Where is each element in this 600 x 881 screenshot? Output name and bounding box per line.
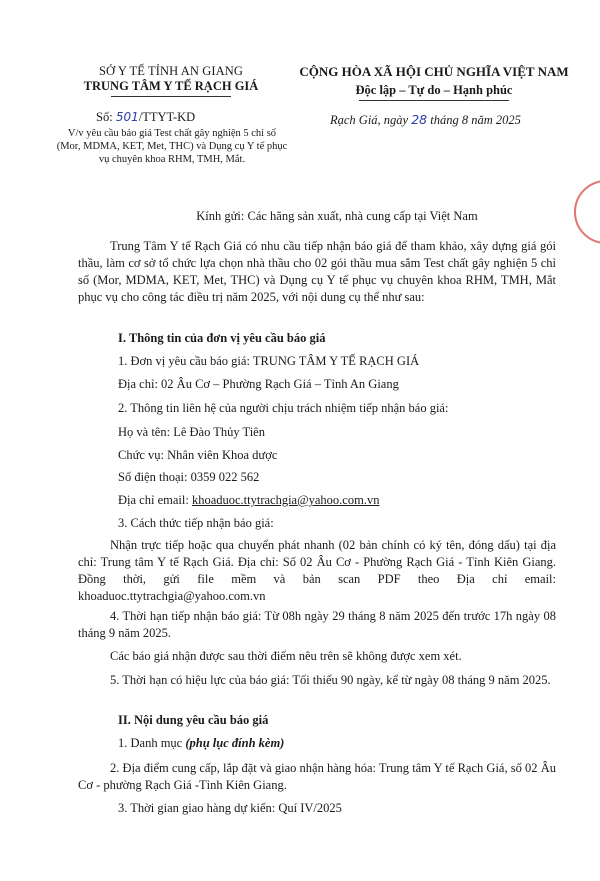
subject-line: V/v yêu cầu báo giá Test chất gây nghiện 5 chỉ số (Mor, MDMA, KET, Met, THC) và Dụng cụ Y tế phục vụ chuyên khoa RHM, TMH, Mắt. xyxy=(56,128,288,165)
national-header xyxy=(284,64,584,101)
intro-paragraph: Trung Tâm Y tế Rạch Giá có nhu cầu tiếp nhận báo giá để tham khảo, xây dựng giá gói thầu, làm cơ sở tổ chức lựa chọn nhà thầu cho 02 gói thầu mua sắm Test chất gây nghiện 5 chỉ số (Mor, MDMA, KET, Met, THC) và Dụng cụ Y tế phục vụ chuyên khoa RHM, TMH, Mắt phục vụ cho công tác điều trị năm 2025, với nội dung cụ thể như sau: xyxy=(78,239,556,304)
handwritten-day: 28 xyxy=(411,112,428,127)
s1-item2: 2. Thông tin liên hệ của người chịu trách nhiệm tiếp nhận báo giá: xyxy=(118,401,449,415)
s1-method: Nhận trực tiếp hoặc qua chuyển phát nhanh (02 bản chính có ký tên, đóng dấu) tại địa chỉ: Trung tâm Y tế Rạch Giá. Địa chỉ: Số 02 Âu Cơ - Phường Rạch Giá - Tỉnh Kiên Giang. Đồng thời, gửi file mềm và bản scan PDF theo Địa chỉ email: khoaduoc.ttytrachgia@yahoo.com.vn xyxy=(78,538,556,603)
red-seal-stamp xyxy=(574,180,600,244)
document-number: Số: 501/TTYT-KD xyxy=(96,110,196,124)
motto: Độc lập – Tự do – Hạnh phúc xyxy=(355,83,513,97)
s1-item4: 4. Thời hạn tiếp nhận báo giá: Từ 08h ngày 29 tháng 8 năm 2025 đến trước 17h ngày 08 tháng 9 năm 2025. xyxy=(78,609,556,640)
appendix-note: (phụ lục đính kèm) xyxy=(185,736,285,750)
s2-item1: 1. Danh mục (phụ lục đính kèm) xyxy=(118,736,285,750)
nation-title: CỘNG HÒA XÃ HỘI CHỦ NGHĨA VIỆT NAM xyxy=(299,64,569,79)
issuer-block xyxy=(56,64,286,97)
issuer-underline xyxy=(111,96,231,97)
section-1-title: I. Thông tin của đơn vị yêu cầu báo giá xyxy=(118,331,326,345)
s1-item1: 1. Đơn vị yêu cầu báo giá: TRUNG TÂM Y TẾ RẠCH GIÁ xyxy=(118,354,420,368)
handwritten-number: 501 xyxy=(115,110,139,124)
s1-item3: 3. Cách thức tiếp nhận báo giá: xyxy=(118,516,274,530)
s1-name: Họ và tên: Lê Đào Thủy Tiên xyxy=(118,425,265,439)
org-name: TRUNG TÂM Y TẾ RẠCH GIÁ xyxy=(83,79,259,93)
org-parent: SỞ Y TẾ TỈNH AN GIANG xyxy=(98,64,244,78)
s1-late-notice: Các báo giá nhận được sau thời điểm nêu trên sẽ không được xem xét. xyxy=(110,649,462,663)
motto-underline xyxy=(359,100,509,101)
s2-item3: 3. Thời gian giao hàng dự kiến: Quí IV/2025 xyxy=(118,801,342,815)
s1-phone: Số điện thoại: 0359 022 562 xyxy=(118,470,260,484)
s1-position: Chức vụ: Nhân viên Khoa dược xyxy=(118,448,278,462)
s1-email-line: Địa chỉ email: khoaduoc.ttytrachgia@yahoo.com.vn xyxy=(118,493,380,507)
s2-item2: 2. Địa điểm cung cấp, lắp đặt và giao nhận hàng hóa: Trung tâm Y tế Rạch Giá, số 02 Âu Cơ - phường Rạch Giá -Tỉnh Kiên Giang. xyxy=(78,761,556,792)
salutation: Kính gửi: Các hãng sản xuất, nhà cung cấp tại Việt Nam xyxy=(196,209,478,223)
email-link[interactable]: khoaduoc.ttytrachgia@yahoo.com.vn xyxy=(191,493,380,507)
s1-address: Địa chỉ: 02 Âu Cơ – Phường Rạch Giá – Tỉnh An Giang xyxy=(118,377,399,391)
section-2-title: II. Nội dung yêu cầu báo giá xyxy=(118,713,269,727)
document-date: Rạch Giá, ngày 28 tháng 8 năm 2025 xyxy=(330,112,521,127)
s1-item5: 5. Thời hạn có hiệu lực của báo giá: Tối thiểu 90 ngày, kể từ ngày 08 tháng 9 năm 2025. xyxy=(110,673,551,687)
